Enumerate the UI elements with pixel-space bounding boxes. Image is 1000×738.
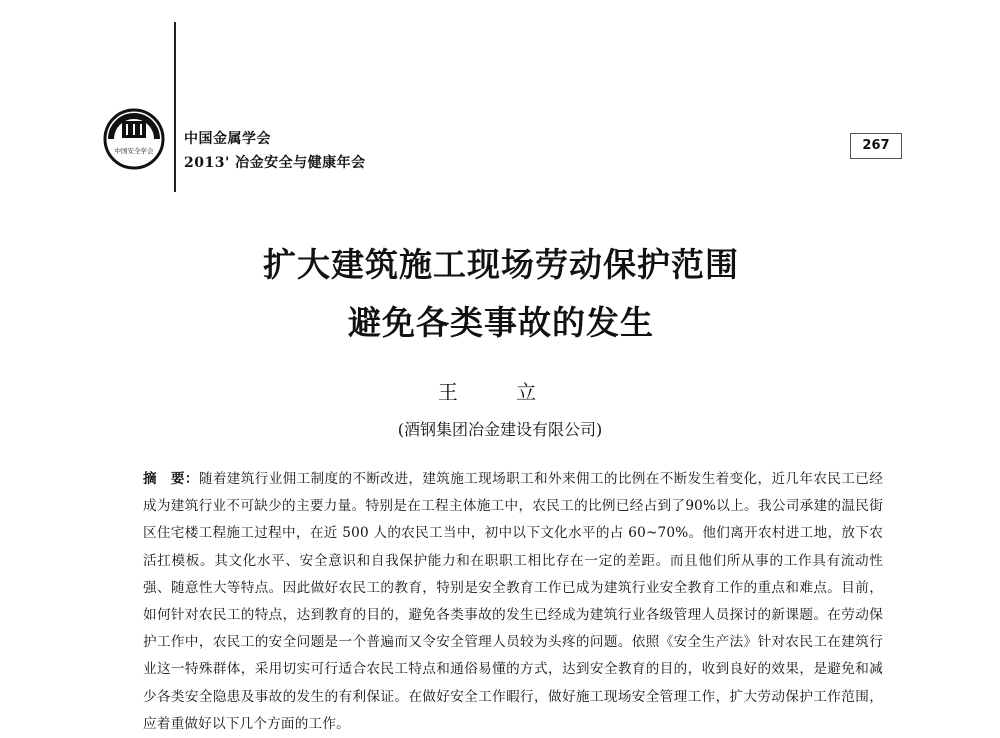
abstract — [143, 466, 883, 738]
logo-text: 中国安全学会 — [114, 147, 154, 155]
conference-organizer: 中国金属学会 — [184, 131, 271, 147]
conference-name: 2013' 冶金安全与健康年会 — [184, 155, 366, 171]
abstract-text: 随着建筑行业佣工制度的不断改进，建筑施工现场职工和外来佣工的比例在不断发生着变化，近几年农民工已经成为建筑行业不可缺少的主要力量。特别是在工程主体施工中，农民工的比例已经占到了90%以上。我公司承建的温民街区住宅楼工程施工过程中，在近 500 人的农民工当中，初中以下文化水平的占 60~70%。他们离开农村进工地，放下农活扛模板。其文化水平、安全意识和自我保护能力和在职职工相比存在一定的差距。而且他们所从事的工作具有流动性强、随意性大等特点。因此做好农民工的教育，特别是安全教育工作已成为建筑行业安全教育工作的重点和难点。目前，如何针对农民工的特点，达到教育的目的，避免各类事故的发生已经成为建筑行业各级管理人员探讨的新课题。在劳动保护工作中，农民工的安全问题是一个普遍而又令安全管理人员较为头疼的问题。依照《安全生产法》针对农民工在建筑行业这一特殊群体，采用切实可行适合农民工特点和通俗易懂的方式，达到安全教育的目的，收到良好的效果，是避免和减少各类安全隐患及事故的发生的有利保证。在做好安全工作暇行，做好施工现场安全管理工作，扩大劳动保护工作范围，应着重做好以下几个方面的工作。 — [143, 471, 884, 732]
society-seal-logo — [103, 108, 165, 170]
title-line-1: 扩大建筑施工现场劳动保护范围 — [263, 245, 739, 284]
author-affiliation: (酒钢集团冶金建设有限公司) — [397, 420, 603, 439]
paper-title — [0, 236, 1000, 352]
abstract-label: 摘 要： — [143, 471, 199, 487]
title-line-2: 避免各类事故的发生 — [348, 303, 654, 342]
author-name: 王 立 — [437, 380, 563, 404]
header-divider — [174, 22, 176, 192]
page-number: 267 — [850, 133, 902, 159]
